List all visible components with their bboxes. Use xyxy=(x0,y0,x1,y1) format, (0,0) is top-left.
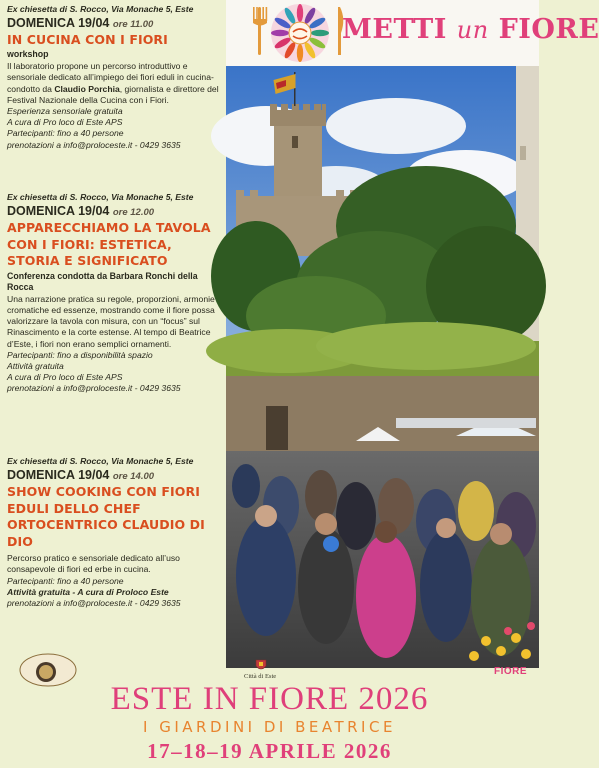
city-label: Città di Este xyxy=(244,673,277,680)
events-column xyxy=(0,0,225,668)
event-subtitle: Conferenza condotta da Barbara Ronchi della Rocca xyxy=(7,270,198,292)
header-banner xyxy=(226,0,599,66)
event-day: DOMENICA 19/04 xyxy=(7,468,110,483)
festival-subtitle: I GIARDINI DI BEATRICE xyxy=(143,718,396,736)
host-name: Claudio Porchia xyxy=(54,83,120,94)
event-card xyxy=(7,192,219,456)
festival-dates: 17–18–19 APRILE 2026 xyxy=(147,739,392,763)
flower-logo-icon xyxy=(244,1,356,65)
event-capacity: Partecipanti: fino a 40 persone xyxy=(7,128,124,139)
event-note: Attività gratuita xyxy=(7,360,64,371)
event-title: IN CUCINA CON I FIORI xyxy=(7,32,168,48)
castle-crowd-photo xyxy=(226,66,539,668)
event-time: ore 11.00 xyxy=(112,19,154,31)
event-venue: Ex chiesetta di S. Rocco, Via Monache 5, Este xyxy=(7,456,194,466)
event-description: Il laboratorio propone un percorso introduttivo e sensoriale dedicato all’impiego dei fiori eduli in cucina- condotto da Claudio Porchia, giornalista e direttore del Festival Nazionale della Cucina con i Fiori. xyxy=(7,61,219,105)
event-capacity: Partecipanti: fino a disponibilità spazio xyxy=(7,349,153,360)
fiore-tag: FIORE xyxy=(494,666,528,677)
event-date xyxy=(7,468,219,484)
event-description: Percorso pratico e sensoriale dedicato all’uso consapevole di fiori ed erbe in cucina. xyxy=(7,553,180,575)
event-description: Una narrazione pratica su regole, proporzioni, armonie cromatiche ed essenze, mostrando come il fiore possa valorizzare la tavola con misura, con un “focus” sul Rinascimento e la corte estense. Al tempo di Beatrice d’Este, i fiori non erano semplici ornamenti. xyxy=(7,293,215,349)
event-title: SHOW COOKING CON FIORI EDULI DELLO CHEF ORTOCENTRICO CLAUDIO DI DIO xyxy=(7,484,205,549)
footer-banner xyxy=(0,668,539,768)
event-organizer: A cura di Pro loco di Este APS xyxy=(7,372,123,383)
event-card xyxy=(7,456,219,661)
event-contact[interactable]: prenotazioni a info@proloceste.it - 0429 3635 xyxy=(7,598,181,609)
event-time: ore 12.00 xyxy=(112,207,155,219)
event-contact[interactable]: prenotazioni a info@proloceste.it - 0429 3635 xyxy=(7,383,181,394)
event-note: Esperienza sensoriale gratuita xyxy=(7,106,123,117)
event-title: APPARECCHIAMO LA TAVOLA CON I FIORI: ESTETICA, STORIA E SIGNIFICATO xyxy=(7,220,211,269)
event-venue: Ex chiesetta di S. Rocco, Via Monache 5, Este xyxy=(7,4,194,14)
castle-photo-illustration xyxy=(226,66,539,668)
festival-title: ESTE IN FIORE 2026 xyxy=(110,681,429,717)
event-day: DOMENICA 19/04 xyxy=(7,16,110,31)
event-venue: Ex chiesetta di S. Rocco, Via Monache 5, Este xyxy=(7,192,194,202)
event-day: DOMENICA 19/04 xyxy=(7,204,110,219)
event-capacity: Partecipanti: fino a 40 persone xyxy=(7,575,124,586)
event-card xyxy=(7,4,219,192)
event-date xyxy=(7,16,219,32)
event-organizer: A cura di Pro loco di Este APS xyxy=(7,117,123,128)
event-organizer: Attività gratuita - A cura di Proloco Este xyxy=(7,586,169,597)
event-time: ore 14.00 xyxy=(112,471,155,483)
event-date xyxy=(7,204,219,220)
event-contact[interactable]: prenotazioni a info@proloceste.it - 0429 3635 xyxy=(7,139,181,150)
brand-wordmark: METTI un FIORE xyxy=(342,14,599,45)
city-crest-icon xyxy=(254,658,268,672)
event-subtitle: workshop xyxy=(7,49,49,60)
